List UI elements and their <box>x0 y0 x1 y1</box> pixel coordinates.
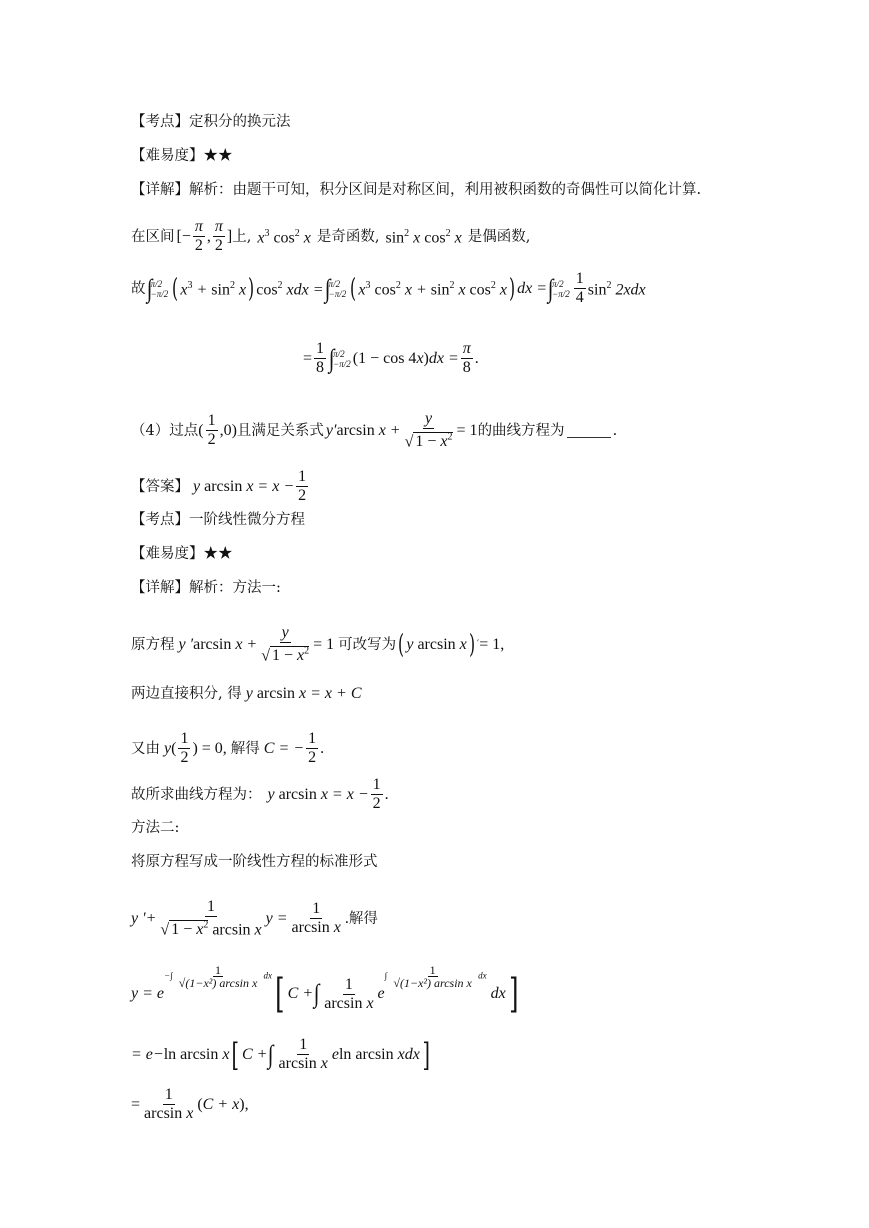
answer-line: 【答案】 y arcsin x = x − $\frac{1}{2}$ <box>131 468 307 504</box>
difficulty-line-2 <box>131 544 233 564</box>
final-line: = $\frac{1}{\text{arcsin x}}$ (C + x), <box>131 1086 249 1122</box>
detail-line-2 <box>131 578 281 598</box>
kaodian-text-2: 【考点】一阶线性微分方程 <box>131 512 305 528</box>
odd-text: 是奇函数, <box>316 228 380 245</box>
jiede-text-2: 解得 <box>348 910 378 927</box>
result-pre: 故所求曲线方程为： <box>131 786 262 803</box>
interval-pre: 在区间 <box>131 228 175 245</box>
ln-solution-line: = e −ln arcsin x [ C + ∫ $\frac{1}{\text{arcsin x}}$ e ln arcsin x dx ] <box>131 1035 430 1074</box>
difficulty-text: 【难易度】★★ <box>131 148 233 164</box>
q4-pre: （4）过点 <box>131 422 199 439</box>
gu-text: 故 <box>131 280 146 297</box>
interval-line: 在区间 [− $\frac{\pi}{2}$ , $\frac{\pi}{2}$ ] 上, $x^3$ $\cos^2 x$ 是奇函数, $\sin^2 x$ $\cos^2 x$ 是偶函数, <box>131 218 531 254</box>
both-sides-text: 两边直接积分, 得 <box>131 686 242 702</box>
pi-half: $\frac{\pi}{2}$ <box>214 218 223 254</box>
integrate-line: 两边直接积分, 得 y arcsin x = x + C <box>131 685 362 702</box>
q4-mid: 且满足关系式 <box>236 422 324 439</box>
general-solution-line: y = e −∫ $\frac{1}{\text{√(1−x²) arcsin x}}$ dx [ C + ∫ $\frac{1}{\text{arcsin x}}$ e ∫ $\frac{1}{\text{√(1−x²) arcsin x}}$ dx dx ] <box>131 963 519 1017</box>
original-equation-line: 原方程 y ′arcsin x + $\frac{y}{√ 1 - x^2}$ = 1 可改写为 ( y arcsin x ) ′ = 1, <box>131 624 505 665</box>
interval-up: 上, <box>232 228 252 245</box>
standard-form-text: 将原方程写成一阶线性方程的标准形式 <box>131 854 378 870</box>
answer-label: 【答案】 <box>131 478 189 495</box>
q4-post: 的曲线方程为 <box>477 422 565 439</box>
method-2-line <box>131 818 179 838</box>
eighth-line: = $\frac{1}{8}$ ∫ π/2 −π/2 (1 − cos 4x)dx = $\frac{\pi}{8}$ . <box>303 340 479 376</box>
jiede-text: 解得 <box>230 740 260 757</box>
q4-end: . <box>612 422 618 439</box>
orig-mid: 可改写为 <box>338 636 397 653</box>
answer-blank <box>567 424 611 438</box>
standard-equation-line: y ′+ $\frac{1}{√ 1 - x^2 \arcsin x}$ y = $\frac{1}{\text{arcsin x}}$ . 解得 <box>131 898 378 939</box>
detail-text-2: 【详解】解析：方法一: <box>131 580 281 596</box>
kaodian-text: 【考点】定积分的换元法 <box>131 114 291 130</box>
question-4-line: （4）过点 ( $\frac{1}{2}$ ,0) 且满足关系式 y′arcsin x + $\frac{y}{√ 1 - x^2}$ = 1 的曲线方程为 . <box>131 410 618 451</box>
difficulty-line-1 <box>131 146 233 166</box>
kaodian-line-1 <box>131 112 291 132</box>
integral-line: 故 ∫ π/2 −π/2 ( $x^3 + \sin^2 x$ ) $\cos^2$ xdx = ∫ π/2 −π/2 ( $x^3$ $\cos^2 x + \sin^2 x$ $\cos^2 x$ ) dx = ∫ π/2 −π/2 $\frac{1}{4}$ $\sin^2 2xdx$ <box>131 270 646 306</box>
orig-pre: 原方程 <box>131 636 175 653</box>
neg-pi-half: $\frac{\pi}{2}$ <box>194 218 203 254</box>
kaodian-line-2 <box>131 510 305 530</box>
you-you-text: 又由 <box>131 740 160 757</box>
result-line: 故所求曲线方程为： y arcsin x = x − $\frac{1}{2}$ . <box>131 776 389 812</box>
method-2-text: 方法二: <box>131 820 180 836</box>
even-text: 是偶函数, <box>467 228 531 245</box>
detail-text: 【详解】解析：由题干可知，积分区间是对称区间，利用被积函数的奇偶性可以简化计算. <box>131 182 702 198</box>
difficulty-text-2: 【难易度】★★ <box>131 546 233 562</box>
standard-form-line <box>131 852 378 872</box>
initial-condition-line: 又由 y( $\frac{1}{2}$ ) = 0, 解得 C = − $\frac{1}{2}$ . <box>131 730 325 766</box>
detail-line-1 <box>131 180 701 200</box>
